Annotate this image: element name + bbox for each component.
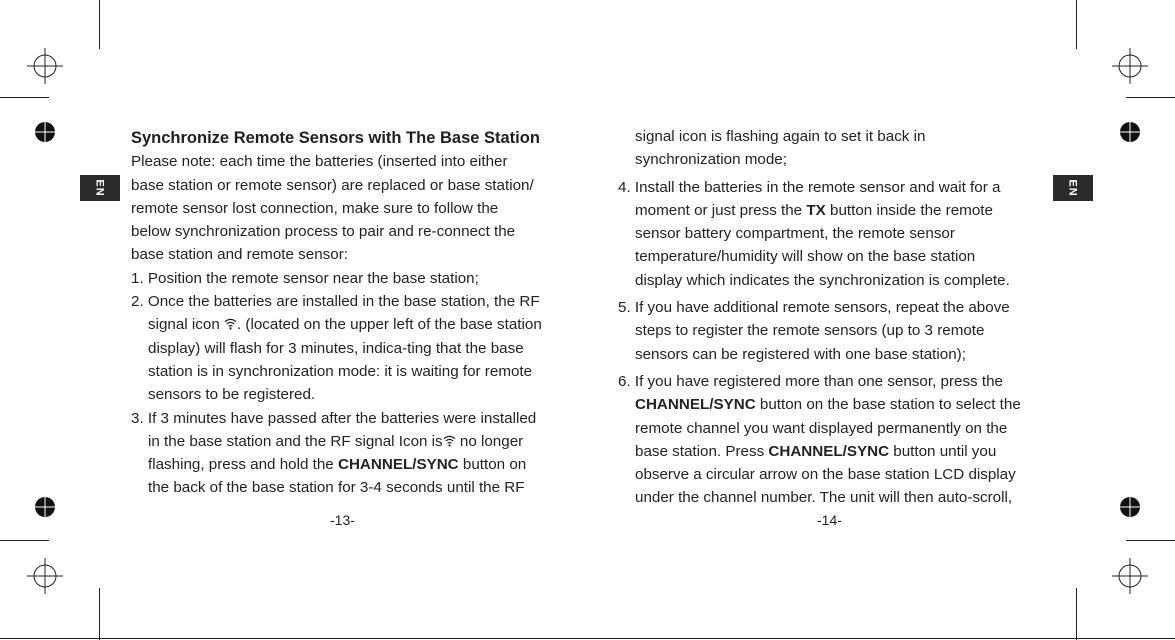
left-page bbox=[131, 127, 571, 500]
tx-label: TX bbox=[806, 201, 826, 219]
crop-mark bbox=[0, 540, 49, 541]
language-tab-right bbox=[1053, 175, 1093, 201]
text-line: display which indicates the synchronization is complete. bbox=[635, 271, 1010, 289]
text-line: Please note: each time the batteries (inserted into either bbox=[131, 153, 508, 171]
text-line: signal icon is flashing again to set it back in bbox=[635, 128, 926, 145]
text-span: no longer bbox=[455, 432, 524, 450]
registration-mark-icon bbox=[1112, 48, 1148, 84]
text-line: sensors can be registered with one base station); bbox=[635, 345, 966, 363]
registration-dot-icon bbox=[1117, 119, 1143, 145]
list-item-2: 2. Once the batteries are installed in the base station, the RF bbox=[131, 293, 540, 311]
text-span: flashing, press and hold the bbox=[148, 456, 338, 474]
text-line bbox=[131, 313, 571, 336]
text-line bbox=[618, 440, 1058, 463]
text-line: remote channel you want displayed permanently on the bbox=[635, 419, 1008, 437]
text-line: base station or remote sensor) are replaced or base station/ bbox=[131, 176, 534, 194]
text-span: button on bbox=[458, 456, 527, 474]
crop-mark bbox=[1126, 540, 1175, 541]
text-line: observe a circular arrow on the base station LCD display bbox=[635, 466, 1016, 484]
language-tab-label: EN bbox=[94, 179, 106, 197]
channel-sync-label: CHANNEL/SYNC bbox=[768, 442, 890, 460]
text-line: sensor battery compartment, the remote sensor bbox=[635, 225, 955, 243]
registration-mark-icon bbox=[1112, 558, 1148, 594]
language-tab-label: EN bbox=[1067, 179, 1079, 197]
section-heading: Synchronize Remote Sensors with The Base Station bbox=[131, 129, 540, 147]
text-span: signal icon bbox=[148, 316, 224, 334]
list-item-4: 4. Install the batteries in the remote sensor and wait for a bbox=[618, 178, 1001, 196]
text-span: base station. Press bbox=[635, 442, 769, 460]
crop-mark bbox=[1076, 0, 1077, 49]
text-line: below synchronization process to pair and re-connect the bbox=[131, 223, 516, 241]
text-line: remote sensor lost connection, make sure to follow the bbox=[131, 199, 499, 217]
page-number-left: -13- bbox=[330, 512, 355, 528]
text-line: temperature/humidity will show on the base station bbox=[635, 248, 976, 266]
crop-mark bbox=[0, 97, 49, 98]
text-line bbox=[131, 453, 571, 476]
text-line: steps to register the remote sensors (up to 3 remote bbox=[635, 322, 985, 340]
text-line: under the channel number. The unit will then auto-scroll, bbox=[635, 489, 1013, 507]
text-span: . (located on the upper left of the base station bbox=[236, 316, 542, 334]
page-number-right: -14- bbox=[817, 512, 842, 528]
text-line: synchronization mode; bbox=[635, 151, 787, 169]
text-span: in the base station and the RF signal Icon is bbox=[148, 432, 443, 450]
registration-mark-icon bbox=[27, 558, 63, 594]
text-span: button inside the remote bbox=[825, 201, 993, 219]
rf-signal-icon bbox=[224, 317, 237, 330]
registration-dot-icon bbox=[32, 494, 58, 520]
channel-sync-label: CHANNEL/SYNC bbox=[337, 456, 459, 474]
text-span: moment or just press the bbox=[635, 201, 807, 219]
crop-mark bbox=[1126, 97, 1175, 98]
channel-sync-label: CHANNEL/SYNC bbox=[635, 396, 756, 414]
text-line: station is in synchronization mode: it is waiting for remote bbox=[148, 362, 533, 380]
text-line: sensors to be registered. bbox=[148, 386, 316, 404]
registration-dot-icon bbox=[32, 119, 58, 145]
text-span: button until you bbox=[889, 442, 997, 460]
crop-mark bbox=[1076, 588, 1077, 640]
list-item-5: 5. If you have additional remote sensors, repeat the above bbox=[618, 299, 1010, 317]
crop-mark bbox=[0, 638, 1175, 639]
list-item-1: 1. Position the remote sensor near the base station; bbox=[131, 269, 479, 287]
language-tab-left bbox=[80, 175, 120, 201]
text-line bbox=[131, 430, 571, 453]
crop-mark bbox=[99, 0, 100, 49]
text-line bbox=[618, 199, 1058, 222]
text-line: the back of the base station for 3-4 seconds until the RF bbox=[148, 479, 525, 497]
registration-dot-icon bbox=[1117, 494, 1143, 520]
list-item-3: 3. If 3 minutes have passed after the batteries were installed bbox=[131, 409, 537, 427]
registration-mark-icon bbox=[27, 48, 63, 84]
crop-mark bbox=[99, 588, 100, 640]
text-line: base station and remote sensor: bbox=[131, 246, 348, 264]
text-span: button on the base station to select the bbox=[755, 396, 1021, 414]
list-item-6: 6. If you have registered more than one sensor, press the bbox=[618, 372, 1003, 390]
text-line bbox=[618, 393, 1058, 416]
text-line: display) will flash for 3 minutes, indica-ting that the base bbox=[148, 339, 524, 357]
rf-signal-icon bbox=[443, 434, 456, 447]
right-page bbox=[618, 125, 1058, 510]
